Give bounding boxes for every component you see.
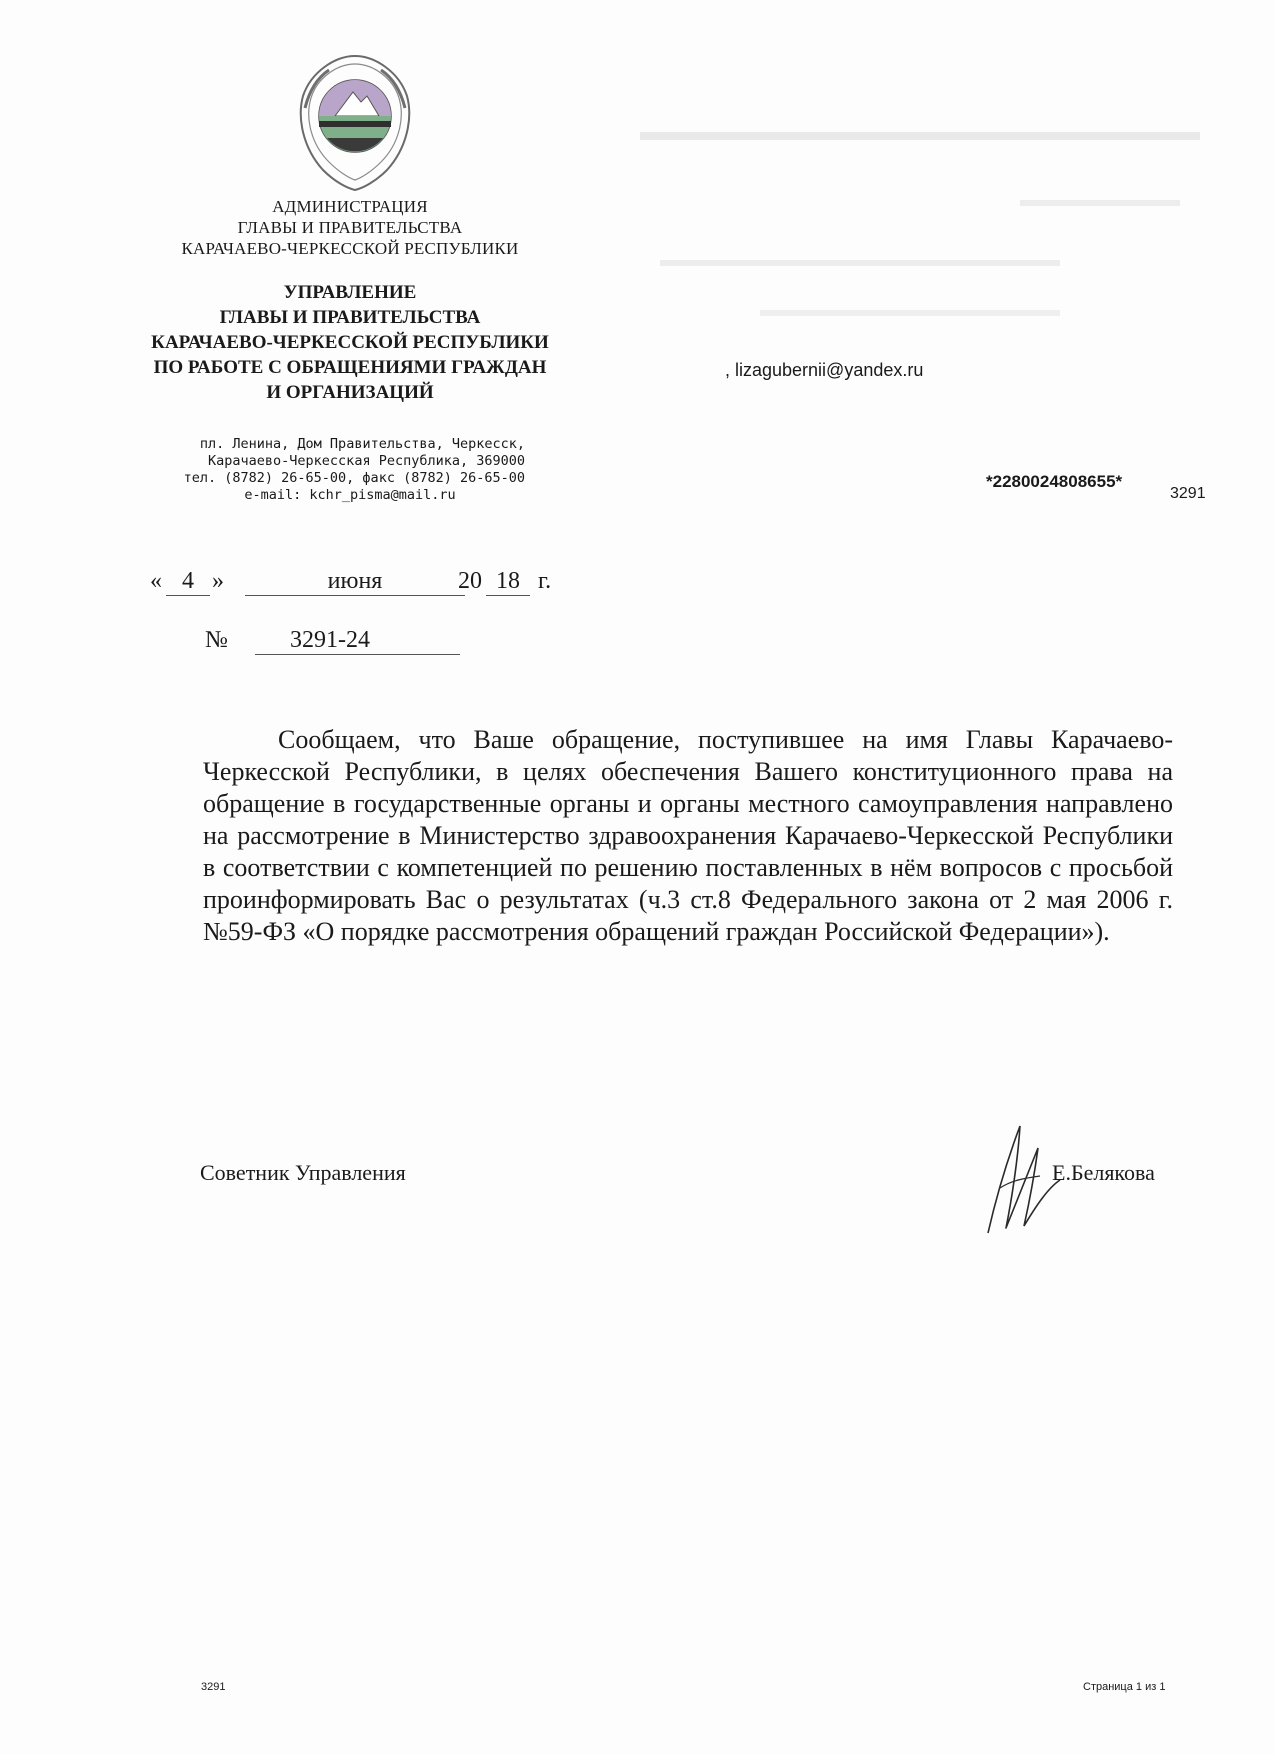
number-sign: № [205, 627, 228, 653]
department-header [130, 280, 570, 405]
dept-line: УПРАВЛЕНИЕ [283, 282, 417, 303]
date-close-quote: » [212, 568, 224, 594]
dept-line: ПО РАБОТЕ С ОБРАЩЕНИЯМИ ГРАЖДАН [153, 357, 547, 378]
date-suffix: г. [538, 568, 552, 594]
registration-number: 3291 [1170, 485, 1206, 502]
dept-line: ГЛАВЫ И ПРАВИТЕЛЬСТВА [219, 307, 481, 328]
letter-body: Сообщаем, что Ваше обращение, поступившее на имя Главы Карачаево-Черкесской Республики, в целях обеспечения Вашего конституционного права на обращение в государственные органы и органы местного самоуправления направлено на рассмотрение в Министерство здравоохранения Карачаево-Черкесской Республики в соответствии с компетенцией по решению поставленных в нём вопросов с просьбой проинформировать Вас о результатах (ч.3 ст.8 Федерального закона от 2 мая 2006 г. №59-ФЗ «О порядке рассмотрения обращений граждан Российской Федерации»). [203, 725, 1173, 946]
dept-line: И ОРГАНИЗАЦИЙ [266, 382, 434, 403]
number-value: 3291-24 [255, 627, 460, 655]
footer-page-count: Страница 1 из 1 [1083, 1681, 1166, 1693]
date-day: 4 [166, 568, 210, 596]
org-line: ГЛАВЫ И ПРАВИТЕЛЬСТВА [237, 218, 463, 237]
bleed-through [640, 120, 1240, 370]
address-line: Карачаево-Черкесская Республика, 369000 [208, 453, 525, 469]
signer-name: Е.Белякова [1052, 1160, 1155, 1185]
letter-number [205, 627, 465, 663]
address-block [175, 436, 525, 504]
letter-date [150, 568, 570, 602]
org-line: АДМИНИСТРАЦИЯ [272, 197, 428, 216]
dept-line: КАРАЧАЕВО-ЧЕРКЕССКОЙ РЕСПУБЛИКИ [151, 332, 549, 353]
signer-title: Советник Управления [200, 1160, 406, 1185]
date-year-prefix: 20 [458, 568, 482, 594]
org-header [170, 196, 530, 259]
address-line: пл. Ленина, Дом Правительства, Черкесск, [199, 436, 525, 452]
bleed-through-shapes [640, 120, 1240, 370]
date-year-suffix: 18 [486, 568, 530, 596]
date-open-quote: « [150, 568, 162, 594]
footer-doc-number: 3291 [201, 1681, 226, 1693]
barcode-number: *2280024808655* [986, 472, 1123, 491]
recipient-email: , lizagubernii@yandex.ru [725, 360, 924, 380]
coat-of-arms-icon [295, 52, 415, 192]
org-line: КАРАЧАЕВО-ЧЕРКЕССКОЙ РЕСПУБЛИКИ [181, 239, 519, 258]
date-month: июня [245, 568, 465, 596]
org-email: e-mail: kchr_pisma@mail.ru [244, 487, 456, 503]
address-line: тел. (8782) 26-65-00, факс (8782) 26-65-00 [183, 470, 525, 486]
